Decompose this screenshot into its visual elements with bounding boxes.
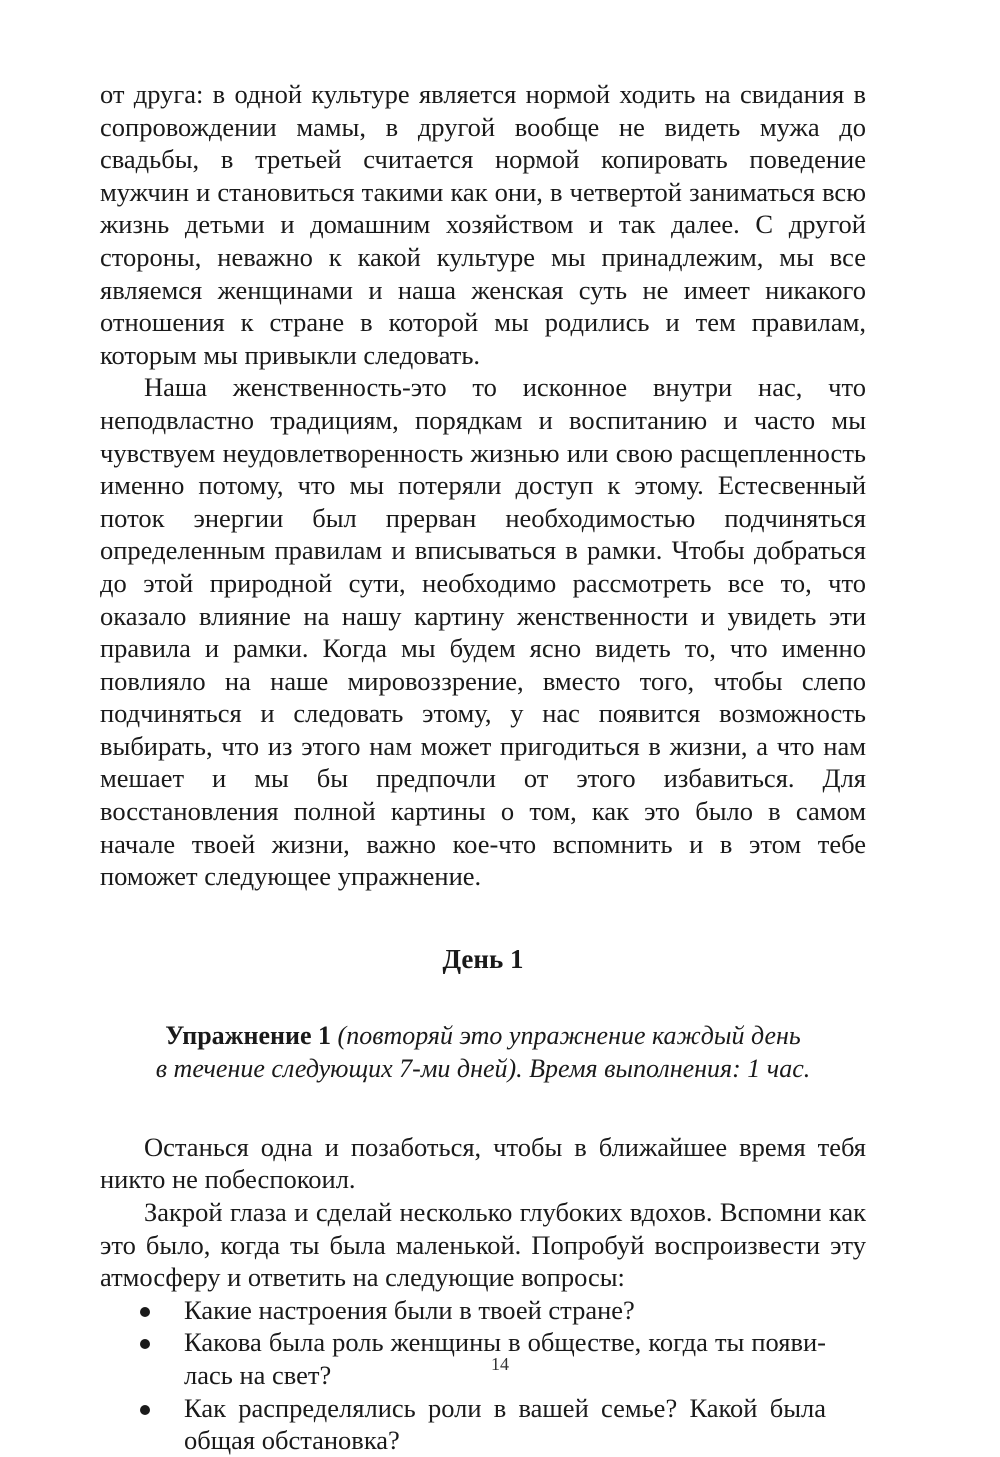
question-list — [100, 1294, 866, 1457]
question-text: Какие настроения были в твоей стране? — [184, 1294, 635, 1325]
bullet-icon — [140, 1405, 150, 1415]
list-item — [100, 1392, 866, 1457]
page-body — [100, 78, 866, 1457]
question-text: Как распределялись роли в вашей семье? Какой была общая обстановка? — [184, 1392, 826, 1456]
page-number: 14 — [491, 1354, 509, 1374]
list-item — [100, 1294, 866, 1327]
paragraph-femininity: Наша женственность-это то исконное внутри нас, что неподвластно традициям, порядкам и воспитанию и часто мы чувствуем неудовлетворенность жизнью или свою расщепленность именно потому, что мы потеряли доступ к этому. Естесвенный поток энергии был прерван необходимостью подчиняться определенным правилам и вписываться в рамки. Чтобы добраться до этой природной сути, необходимо рассмотреть все то, что оказало влияние на нашу картину женственности и увидеть эти правила и рамки. Когда мы будем ясно видеть то, что именно повлияло на наше мировоззрение, вместо того, чтобы слепо подчиняться и следовать этому, у нас появится возможность выбирать, что из этого нам может пригодиться в жизни, а что нам мешает и мы бы предпочли от этого избавиться. Для восстановления полной картины о том, как это было в самом начале твоей жизни, важно кое-что вспомнить и в этом тебе поможет следующее упражнение. — [100, 372, 866, 892]
exercise-note-line1: (повторяй это упражнение каждый день — [337, 1020, 801, 1050]
paragraph-instruction-1: Останься одна и позаботься, чтобы в ближайшее время тебя никто не побеспокоил. — [100, 1131, 866, 1195]
paragraph-instruction-2: Закрой глаза и сделай несколько глубоких вдохов. Вспомни как это было, когда ты была маленькой. Попробуй воспроизвести эту атмосферу и ответить на следующие вопросы: — [100, 1197, 866, 1293]
day-heading: День 1 — [442, 943, 524, 974]
exercise-note-line2: в течение следующих 7-ми дней). Время выполнения: 1 час. — [155, 1053, 811, 1083]
paragraph-continuation: от друга: в одной культуре является нормой ходить на свидания в сопровождении мамы, в другой вообще не видеть мужа до свадьбы, в третьей считается нормой копировать поведение мужчин и становиться такими как они, в четвертой заниматься всю жизнь детьми и домашним хозяйством и так далее. С другой стороны, неважно к какой культуре мы принадлежим, мы все являемся женщинами и наша женская суть не имеет никакого отношения к стране в которой мы родились и тем правилам, которым мы привыкли следовать. — [100, 79, 866, 370]
bullet-icon — [140, 1339, 150, 1349]
spacer — [100, 1085, 866, 1131]
bullet-icon — [140, 1307, 150, 1317]
exercise-header — [100, 1019, 866, 1085]
question-text: Какова была роль женщины в обществе, когда ты появилась на свет? — [184, 1327, 826, 1390]
exercise-title: Упражнение 1 — [165, 1020, 332, 1050]
